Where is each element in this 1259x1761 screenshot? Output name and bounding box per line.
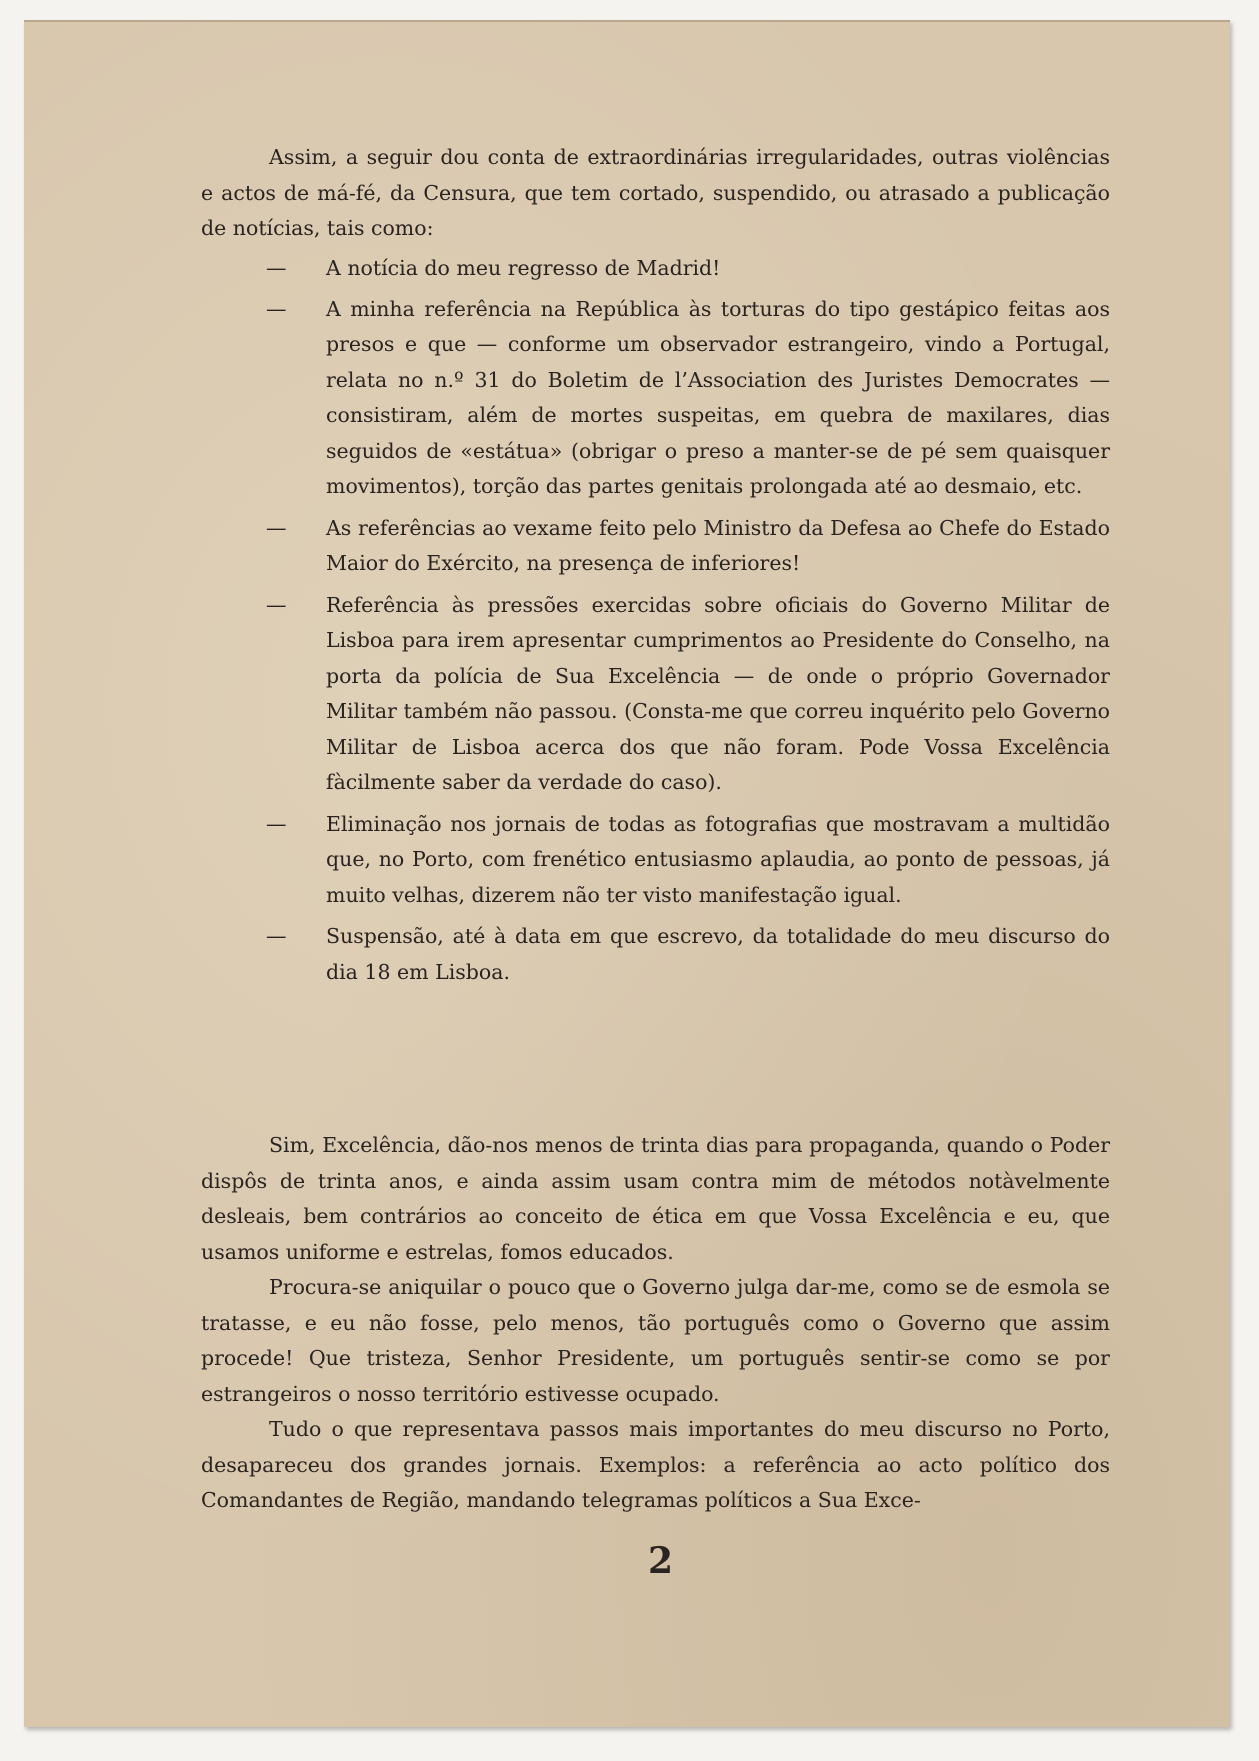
dash-mark: —	[266, 296, 287, 321]
list-item-text: A notícia do meu regresso de Madrid!	[326, 256, 721, 280]
closing-paragraph: Sim, Excelência, dão-nos menos de trinta dias para propaganda, quando o Poder dispôs de trinta anos, e ainda assim usam contra mim de métodos notàvelmente desleais, bem contrários ao conceito de ética em que Vossa Excelência e eu, que usamos uniforme e estrelas, fomos educados.	[201, 1133, 1110, 1264]
list-item-text: As referências ao vexame feito pelo Ministro da Defesa ao Chefe do Estado Maior do Exército, na presença de inferiores!	[326, 515, 1110, 575]
dash-mark: —	[266, 924, 287, 948]
closing-paragraph: Procura-se aniquilar o pouco que o Governo julga dar-me, como se de esmola se tratasse, e eu não fosse, pelo menos, tão português como o Governo que assim procede! Que tristeza, Senhor Presidente, um português sentir-se como se por estrangeiros o nosso território estivesse ocupado.	[201, 1275, 1110, 1406]
list-item	[201, 251, 1110, 287]
list-item-text: Suspensão, até à data em que escrevo, da totalidade do meu discurso do dia 18 em Lisboa.	[326, 924, 1110, 984]
list-item-text: Referência às pressões exercidas sobre oficiais do Governo Militar de Lisboa para irem apresentar cumprimentos ao Presidente do Conselho, na porta da polícia de Sua Excelência — de onde o próprio Governador Militar também não passou. (Consta-me que correu inquérito pelo Governo Militar de Lisboa acerca dos que não foram. Pode Vossa Excelência fàcilmente saber da verdade do caso).	[326, 592, 1110, 794]
intro-paragraph: Assim, a seguir dou conta de extraordinárias irregularidades, outras violências e actos de má-fé, da Censura, que tem cortado, suspendido, ou atrasado a publicação de notícias, tais como:	[201, 145, 1110, 240]
list-item	[201, 292, 1110, 505]
list-item	[201, 588, 1110, 801]
list-item-text: Eliminação nos jornais de todas as fotografias que mostravam a multidão que, no Porto, com frenético entusiasmo aplaudia, ao ponto de pessoas, já muito velhas, dizerem não ter visto manifestação igual.	[326, 811, 1110, 907]
list-item	[201, 511, 1110, 582]
dash-mark: —	[266, 592, 287, 617]
page-number: 2	[648, 1540, 674, 1582]
dash-mark: —	[266, 515, 287, 540]
closing-section	[201, 1128, 1110, 1519]
dash-mark: —	[266, 256, 287, 280]
censorship-list	[201, 251, 1110, 990]
list-item	[201, 807, 1110, 914]
list-item	[201, 919, 1110, 990]
dash-mark: —	[266, 811, 287, 836]
closing-paragraph: Tudo o que representava passos mais importantes do meu discurso no Porto, desapareceu dos grandes jornais. Exemplos: a referência ao acto político dos Comandantes de Região, mandando telegramas políticos a Sua Exce-	[201, 1417, 1110, 1512]
list-item-text: A minha referência na República às torturas do tipo gestápico feitas aos presos e que — conforme um observador estrangeiro, vindo a Portugal, relata no n.º 31 do Boletim de l’Association des Juristes Democrates — consistiram, além de mortes suspeitas, em quebra de maxilares, dias seguidos de «estátua» (obrigar o preso a manter-se de pé sem quaisquer movimentos), torção das partes genitais prolongada até ao desmaio, etc.	[326, 296, 1110, 498]
